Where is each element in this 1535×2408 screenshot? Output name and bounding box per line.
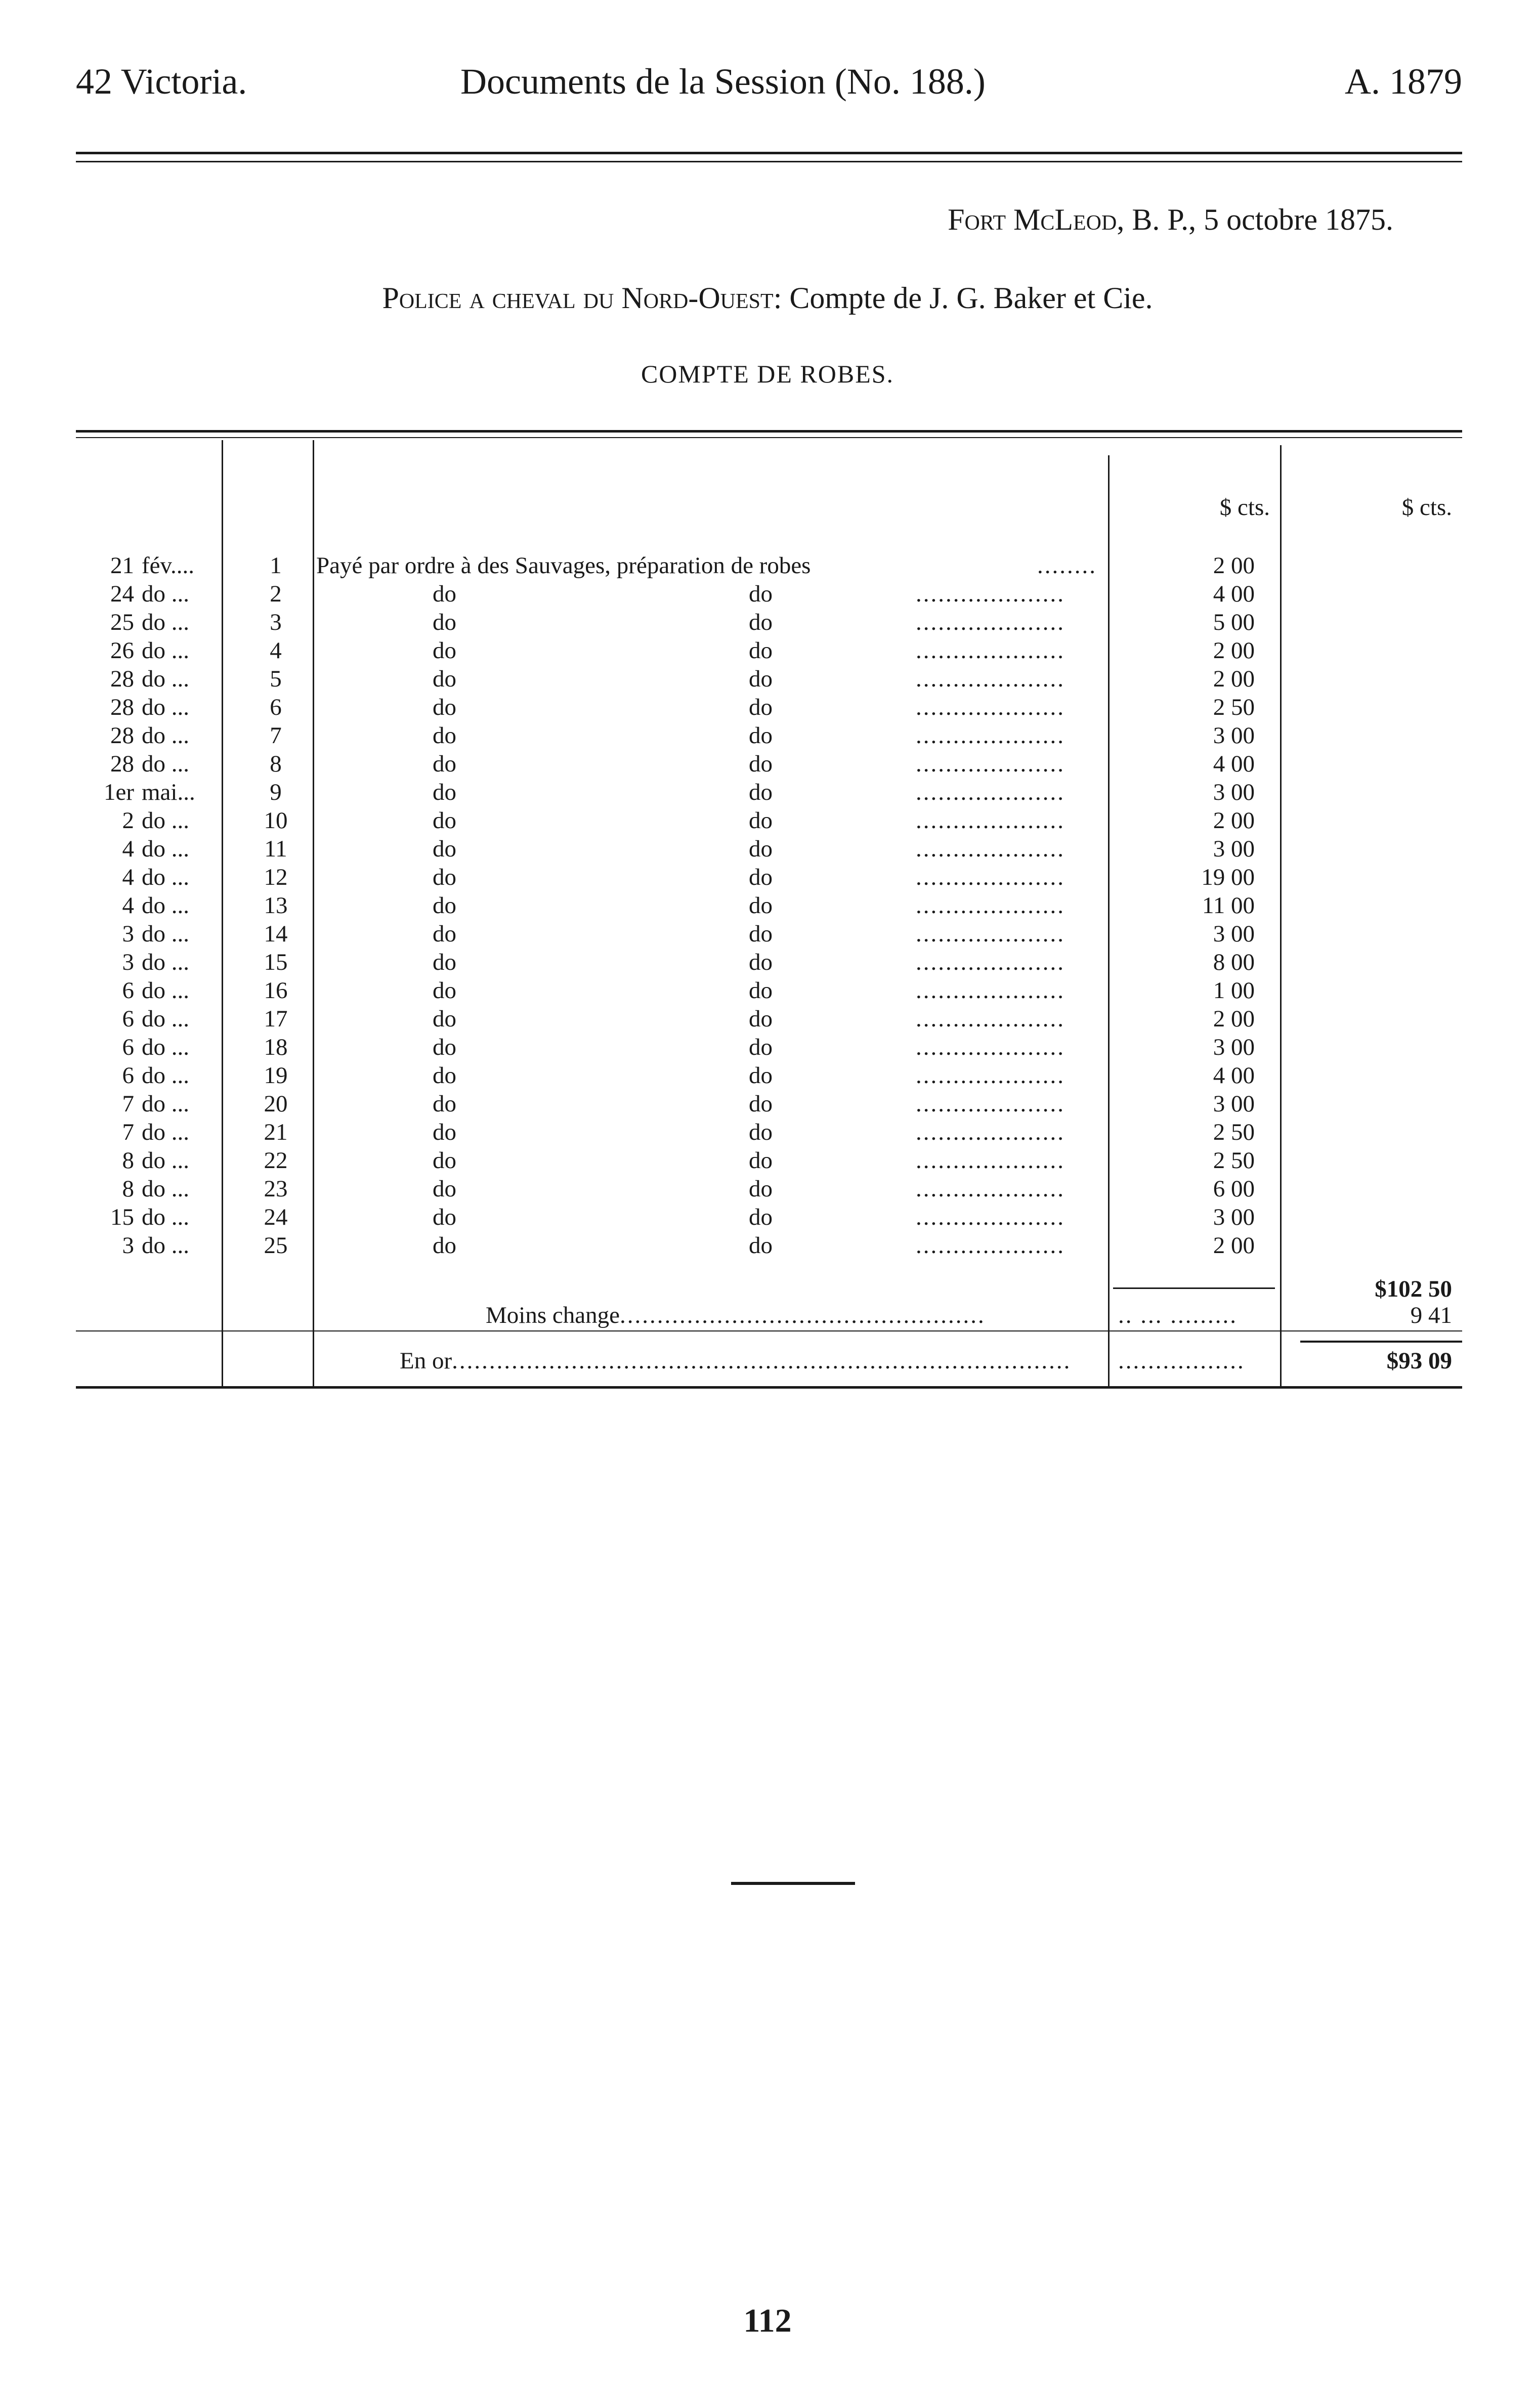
gold-leader: ................................................................................... [452, 1348, 1072, 1374]
col-divider-amount [1280, 445, 1282, 1386]
row-number: 15 [264, 949, 288, 975]
row-leader: .................... [916, 836, 1065, 862]
row-amount: 3 00 [1213, 836, 1255, 862]
row-description-do-2: do [749, 581, 773, 607]
row-number: 14 [264, 921, 288, 947]
row-day: 3 [122, 949, 134, 975]
row-day: 2 [122, 807, 134, 834]
row-month: do ... [142, 1119, 189, 1145]
row-leader: .................... [916, 892, 1065, 919]
dateline-place: Fort McLeod [948, 203, 1117, 236]
row-description-do-2: do [749, 1176, 773, 1202]
row-amount: 5 00 [1213, 609, 1255, 635]
row-number: 4 [270, 637, 282, 664]
table-bottom-rule [76, 1386, 1462, 1389]
row-day: 28 [110, 751, 134, 777]
row-day: 4 [122, 836, 134, 862]
row-description: Payé par ordre à des Sauvages, préparation de robes [316, 552, 811, 579]
row-amount: 2 00 [1213, 637, 1255, 664]
row-leader: .................... [916, 1119, 1065, 1145]
row-amount: 2 00 [1213, 552, 1255, 579]
row-number: 16 [264, 977, 288, 1004]
row-amount: 2 00 [1213, 1006, 1255, 1032]
row-description-do: do [433, 1062, 456, 1089]
row-amount: 2 50 [1213, 1119, 1255, 1145]
row-description-do-2: do [749, 609, 773, 635]
row-description-do-2: do [749, 949, 773, 975]
row-description-do-2: do [749, 1232, 773, 1259]
row-number: 8 [270, 751, 282, 777]
row-leader: .................... [916, 1091, 1065, 1117]
row-amount: 3 00 [1213, 722, 1255, 749]
row-month: do ... [142, 666, 189, 692]
table-top-rule [76, 430, 1462, 433]
row-leader: .................... [916, 751, 1065, 777]
row-number: 18 [264, 1034, 288, 1060]
header-rule-bottom [76, 161, 1462, 162]
row-description-do-2: do [749, 1204, 773, 1230]
row-amount: 4 00 [1213, 1062, 1255, 1089]
row-description-do: do [433, 836, 456, 862]
row-leader: .................... [916, 807, 1065, 834]
row-month: do ... [142, 892, 189, 919]
row-amount: 3 00 [1213, 1091, 1255, 1117]
less-change-leader: ................................................. [619, 1302, 986, 1328]
row-month: do ... [142, 1204, 189, 1230]
row-description-do: do [433, 609, 456, 635]
ledger-table [76, 430, 1462, 1416]
row-description-do: do [433, 666, 456, 692]
row-month: do ... [142, 807, 189, 834]
row-leader: .................... [916, 1232, 1065, 1259]
subtitle-rest: : Compte de J. G. Baker et Cie. [773, 281, 1153, 315]
row-number: 21 [264, 1119, 288, 1145]
end-rule [731, 1882, 855, 1885]
row-month: do ... [142, 921, 189, 947]
row-description-do-2: do [749, 751, 773, 777]
row-description-do: do [433, 892, 456, 919]
row-number: 7 [270, 722, 282, 749]
running-head-left: 42 Victoria. [76, 61, 247, 102]
row-description-do: do [433, 779, 456, 805]
row-day: 1er [103, 779, 134, 805]
gold-total-row [400, 1347, 1071, 1375]
row-month: do ... [142, 1062, 189, 1089]
row-description-do: do [433, 581, 456, 607]
row-month: do ... [142, 1034, 189, 1060]
row-description-do-2: do [749, 637, 773, 664]
row-day: 7 [122, 1119, 134, 1145]
gold-amount-leader: ................. [1118, 1348, 1245, 1374]
row-number: 3 [270, 609, 282, 635]
row-month: do ... [142, 637, 189, 664]
row-leader: .................... [916, 609, 1065, 635]
row-leader: .................... [916, 581, 1065, 607]
row-leader: .................... [916, 722, 1065, 749]
row-amount: 3 00 [1213, 1204, 1255, 1230]
row-leader: .................... [916, 637, 1065, 664]
row-number: 11 [264, 836, 287, 862]
row-month: do ... [142, 722, 189, 749]
row-description-do-2: do [749, 1091, 773, 1117]
row-day: 3 [122, 921, 134, 947]
row-month: do ... [142, 1147, 189, 1174]
row-description-do: do [433, 1176, 456, 1202]
row-leader: ........ [1037, 552, 1097, 579]
row-month: mai... [142, 779, 195, 805]
row-month: do ... [142, 836, 189, 862]
row-month: do ... [142, 609, 189, 635]
rule-above-gold [76, 1330, 1462, 1331]
less-change-row [486, 1301, 986, 1329]
row-number: 24 [264, 1204, 288, 1230]
row-amount: 3 00 [1213, 779, 1255, 805]
row-description-do: do [433, 864, 456, 890]
gold-total-value: $93 09 [1386, 1348, 1452, 1374]
row-description-do: do [433, 977, 456, 1004]
row-day: 7 [122, 1091, 134, 1117]
row-description-do-2: do [749, 1119, 773, 1145]
col-divider-description [1108, 455, 1110, 1386]
subtitle-caps-part: Police a cheval du Nord-Ouest [382, 281, 774, 315]
row-description-do: do [433, 807, 456, 834]
dateline-rest: , B. P., 5 octobre 1875. [1117, 203, 1393, 236]
row-month: do ... [142, 1091, 189, 1117]
row-amount: 2 00 [1213, 666, 1255, 692]
row-day: 8 [122, 1147, 134, 1174]
row-day: 6 [122, 1034, 134, 1060]
row-day: 3 [122, 1232, 134, 1259]
row-description-do-2: do [749, 722, 773, 749]
row-number: 23 [264, 1176, 288, 1202]
row-month: do ... [142, 1232, 189, 1259]
row-number: 5 [270, 666, 282, 692]
row-day: 24 [110, 581, 134, 607]
row-day: 6 [122, 1062, 134, 1089]
row-amount: 1 00 [1213, 977, 1255, 1004]
row-amount: 4 00 [1213, 751, 1255, 777]
row-day: 25 [110, 609, 134, 635]
currency-header-total: $ cts. [1401, 494, 1452, 521]
row-description-do-2: do [749, 977, 773, 1004]
row-number: 1 [270, 552, 282, 579]
total-rule [1300, 1341, 1462, 1343]
row-number: 2 [270, 581, 282, 607]
row-day: 6 [122, 977, 134, 1004]
row-leader: .................... [916, 694, 1065, 720]
row-month: do ... [142, 864, 189, 890]
row-description-do: do [433, 1091, 456, 1117]
row-leader: .................... [916, 864, 1065, 890]
row-number: 13 [264, 892, 288, 919]
dateline [948, 202, 1393, 237]
row-amount: 2 00 [1213, 807, 1255, 834]
row-leader: .................... [916, 1204, 1065, 1230]
row-description-do-2: do [749, 1062, 773, 1089]
row-amount: 19 00 [1201, 864, 1255, 890]
row-month: do ... [142, 751, 189, 777]
row-number: 17 [264, 1006, 288, 1032]
row-day: 28 [110, 694, 134, 720]
table-top-rule-thin [76, 437, 1462, 438]
row-day: 6 [122, 1006, 134, 1032]
row-amount: 2 50 [1213, 1147, 1255, 1174]
row-amount: 4 00 [1213, 581, 1255, 607]
row-leader: .................... [916, 1006, 1065, 1032]
row-leader: .................... [916, 1176, 1065, 1202]
row-description-do: do [433, 1034, 456, 1060]
row-number: 6 [270, 694, 282, 720]
row-day: 28 [110, 666, 134, 692]
row-month: do ... [142, 581, 189, 607]
row-number: 19 [264, 1062, 288, 1089]
row-leader: .................... [916, 1062, 1065, 1089]
row-description-do-2: do [749, 836, 773, 862]
row-description-do: do [433, 637, 456, 664]
amount-sum-rule [1113, 1287, 1275, 1289]
running-head [76, 61, 1462, 116]
row-leader: .................... [916, 949, 1065, 975]
row-description-do: do [433, 722, 456, 749]
row-day: 21 [110, 552, 134, 579]
page-number: 112 [743, 2302, 792, 2339]
row-leader: .................... [916, 779, 1065, 805]
row-number: 25 [264, 1232, 288, 1259]
row-description-do-2: do [749, 1147, 773, 1174]
row-description-do-2: do [749, 864, 773, 890]
row-day: 4 [122, 864, 134, 890]
row-number: 12 [264, 864, 288, 890]
header-rule-top [76, 152, 1462, 154]
row-month: do ... [142, 977, 189, 1004]
running-head-right: A. 1879 [1345, 61, 1462, 102]
gold-label: En or [400, 1348, 452, 1374]
row-description-do: do [433, 1232, 456, 1259]
row-amount: 8 00 [1213, 949, 1255, 975]
row-month: fév.... [142, 552, 194, 579]
row-description-do: do [433, 1006, 456, 1032]
row-amount: 2 50 [1213, 694, 1255, 720]
row-month: do ... [142, 1176, 189, 1202]
row-day: 15 [110, 1204, 134, 1230]
subtotal-value: $102 50 [1375, 1276, 1452, 1302]
row-description-do-2: do [749, 694, 773, 720]
row-month: do ... [142, 694, 189, 720]
row-description-do: do [433, 1119, 456, 1145]
row-description-do: do [433, 949, 456, 975]
row-description-do-2: do [749, 921, 773, 947]
row-number: 10 [264, 807, 288, 834]
row-day: 28 [110, 722, 134, 749]
row-day: 4 [122, 892, 134, 919]
row-leader: .................... [916, 1147, 1065, 1174]
row-leader: .................... [916, 977, 1065, 1004]
row-leader: .................... [916, 666, 1065, 692]
row-description-do-2: do [749, 1006, 773, 1032]
less-change-amount-leader: .. ... ......... [1118, 1302, 1238, 1328]
less-change-value: 9 41 [1410, 1302, 1452, 1328]
row-description-do-2: do [749, 807, 773, 834]
row-number: 9 [270, 779, 282, 805]
row-number: 22 [264, 1147, 288, 1174]
row-description-do: do [433, 694, 456, 720]
row-description-do: do [433, 921, 456, 947]
currency-header-amount: $ cts. [1219, 494, 1270, 521]
row-description-do: do [433, 751, 456, 777]
row-description-do-2: do [749, 779, 773, 805]
row-number: 20 [264, 1091, 288, 1117]
row-description-do-2: do [749, 666, 773, 692]
row-description-do: do [433, 1147, 456, 1174]
row-description-do-2: do [749, 892, 773, 919]
row-day: 26 [110, 637, 134, 664]
row-leader: .................... [916, 1034, 1065, 1060]
document-subtitle [0, 281, 1535, 316]
running-head-center: Documents de la Session (No. 188.) [460, 61, 986, 102]
row-amount: 11 00 [1202, 892, 1255, 919]
less-change-label: Moins change [486, 1302, 620, 1328]
col-divider-number [313, 440, 314, 1386]
row-amount: 3 00 [1213, 1034, 1255, 1060]
row-description-do-2: do [749, 1034, 773, 1060]
row-leader: .................... [916, 921, 1065, 947]
row-description-do: do [433, 1204, 456, 1230]
row-month: do ... [142, 1006, 189, 1032]
row-amount: 2 00 [1213, 1232, 1255, 1259]
row-amount: 3 00 [1213, 921, 1255, 947]
row-amount: 6 00 [1213, 1176, 1255, 1202]
section-title: COMPTE DE ROBES. [641, 360, 894, 388]
row-month: do ... [142, 949, 189, 975]
col-divider-date [222, 440, 223, 1386]
row-day: 8 [122, 1176, 134, 1202]
